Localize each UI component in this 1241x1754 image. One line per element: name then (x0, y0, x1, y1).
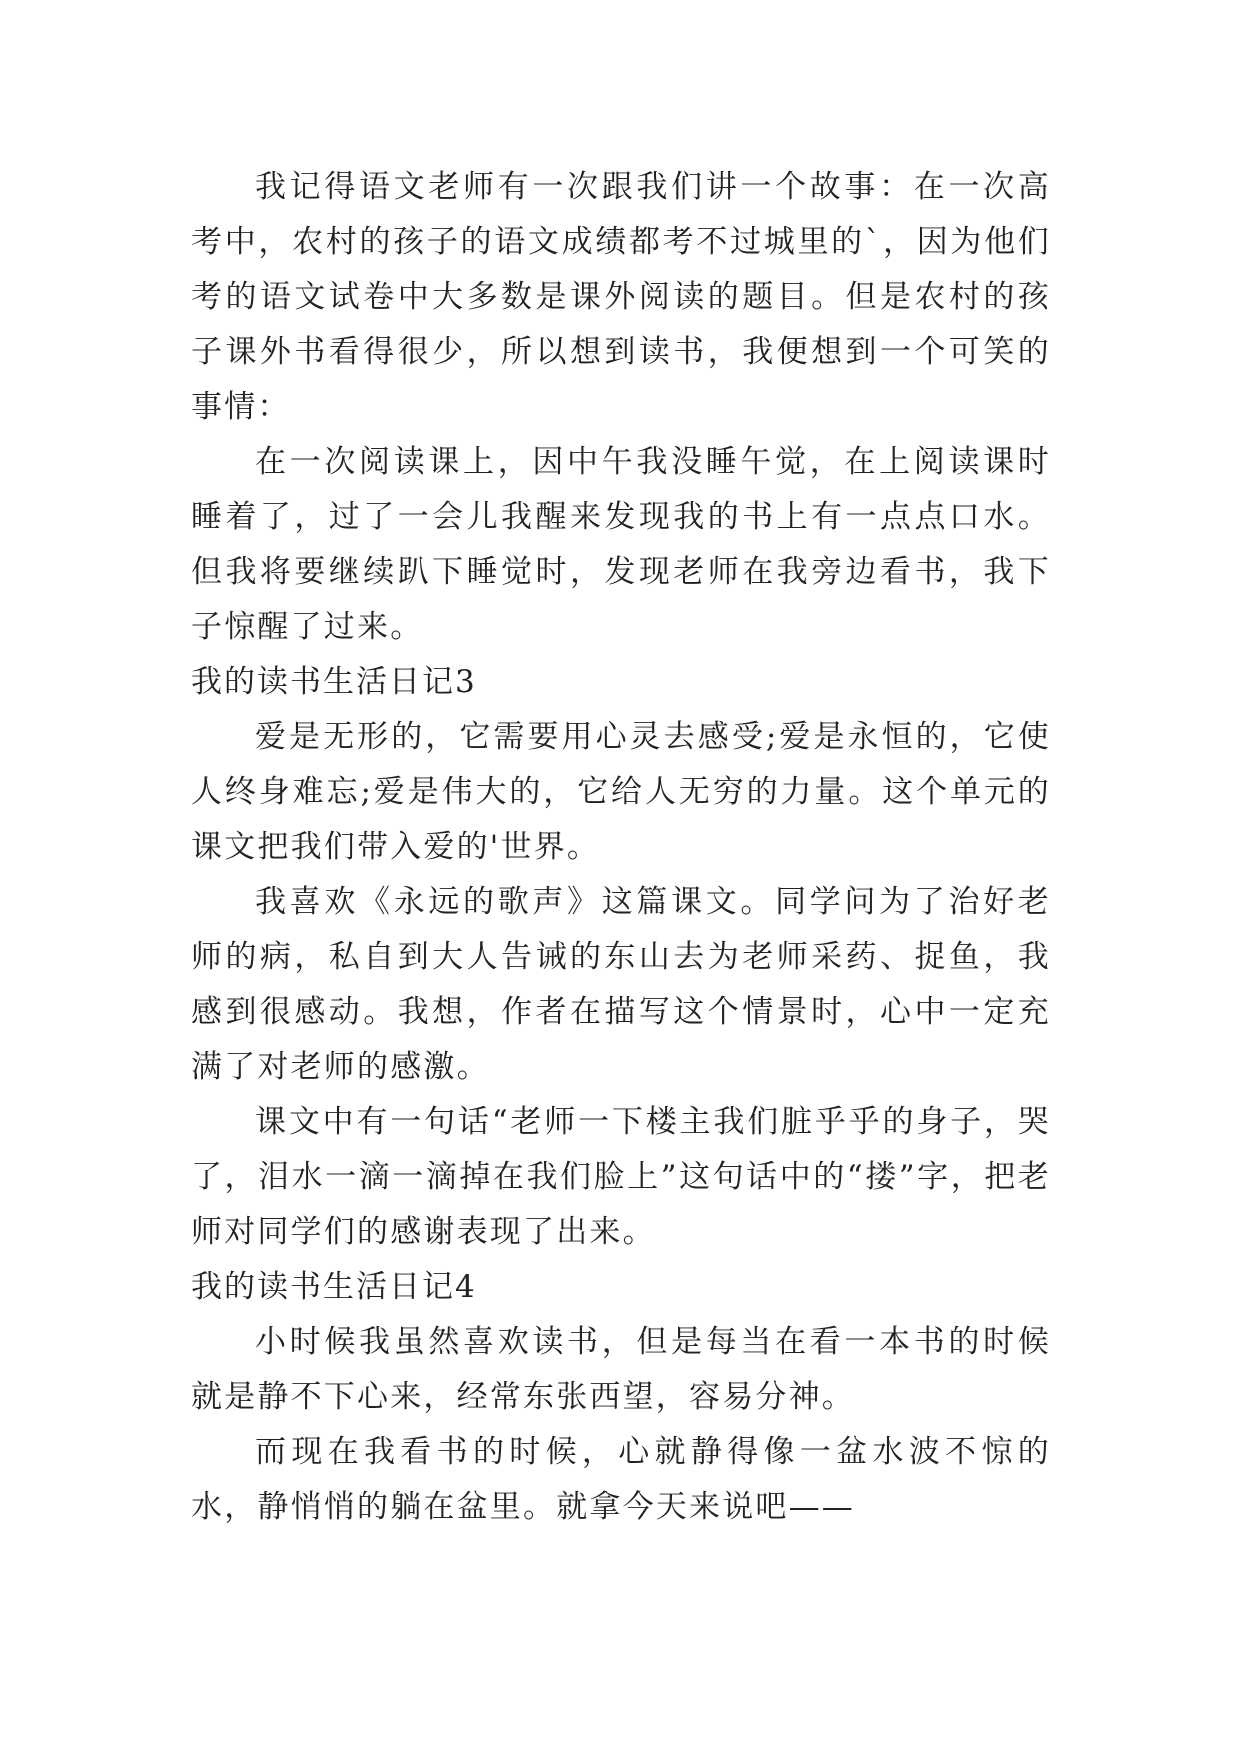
paragraph-now: 而现在我看书的时候，心就静得像一盆水波不惊的水，静悄悄的躺在盆里。就拿今天来说吧—— (191, 1434, 1051, 1525)
paragraph-love: 爱是无形的，它需要用心灵去感受;爱是永恒的，它使人终身难忘;爱是伟大的，它给人无穷的力量。这个单元的课文把我们带入爱的'世界。 (191, 719, 1051, 865)
document-body (191, 160, 1051, 1535)
paragraph-teacher-story: 我记得语文老师有一次跟我们讲一个故事：在一次高考中，农村的孩子的语文成绩都考不过城里的`，因为他们考的语文试卷中大多数是课外阅读的题目。但是农村的孩子课外书看得很少，所以想到读书，我便想到一个可笑的事情： (191, 169, 1051, 425)
paragraph-quote: 课文中有一句话“老师一下楼主我们脏乎乎的身子，哭了，泪水一滴一滴掉在我们脸上”这句话中的“搂”字，把老师对同学们的感谢表现了出来。 (191, 1104, 1051, 1250)
paragraph-childhood: 小时候我虽然喜欢读书，但是每当在看一本书的时候就是静不下心来，经常东张西望，容易分神。 (191, 1324, 1051, 1415)
section-heading-diary-3: 我的读书生活日记3 (191, 664, 477, 700)
paragraph-reading-class: 在一次阅读课上，因中午我没睡午觉，在上阅读课时睡着了，过了一会儿我醒来发现我的书上有一点点口水。但我将要继续趴下睡觉时，发现老师在我旁边看书，我下子惊醒了过来。 (191, 444, 1051, 645)
paragraph-eternal-song: 我喜欢《永远的歌声》这篇课文。同学问为了治好老师的病，私自到大人告诫的东山去为老师采药、捉鱼，我感到很感动。我想，作者在描写这个情景时，心中一定充满了对老师的感激。 (191, 884, 1051, 1085)
section-heading-diary-4: 我的读书生活日记4 (191, 1269, 477, 1305)
